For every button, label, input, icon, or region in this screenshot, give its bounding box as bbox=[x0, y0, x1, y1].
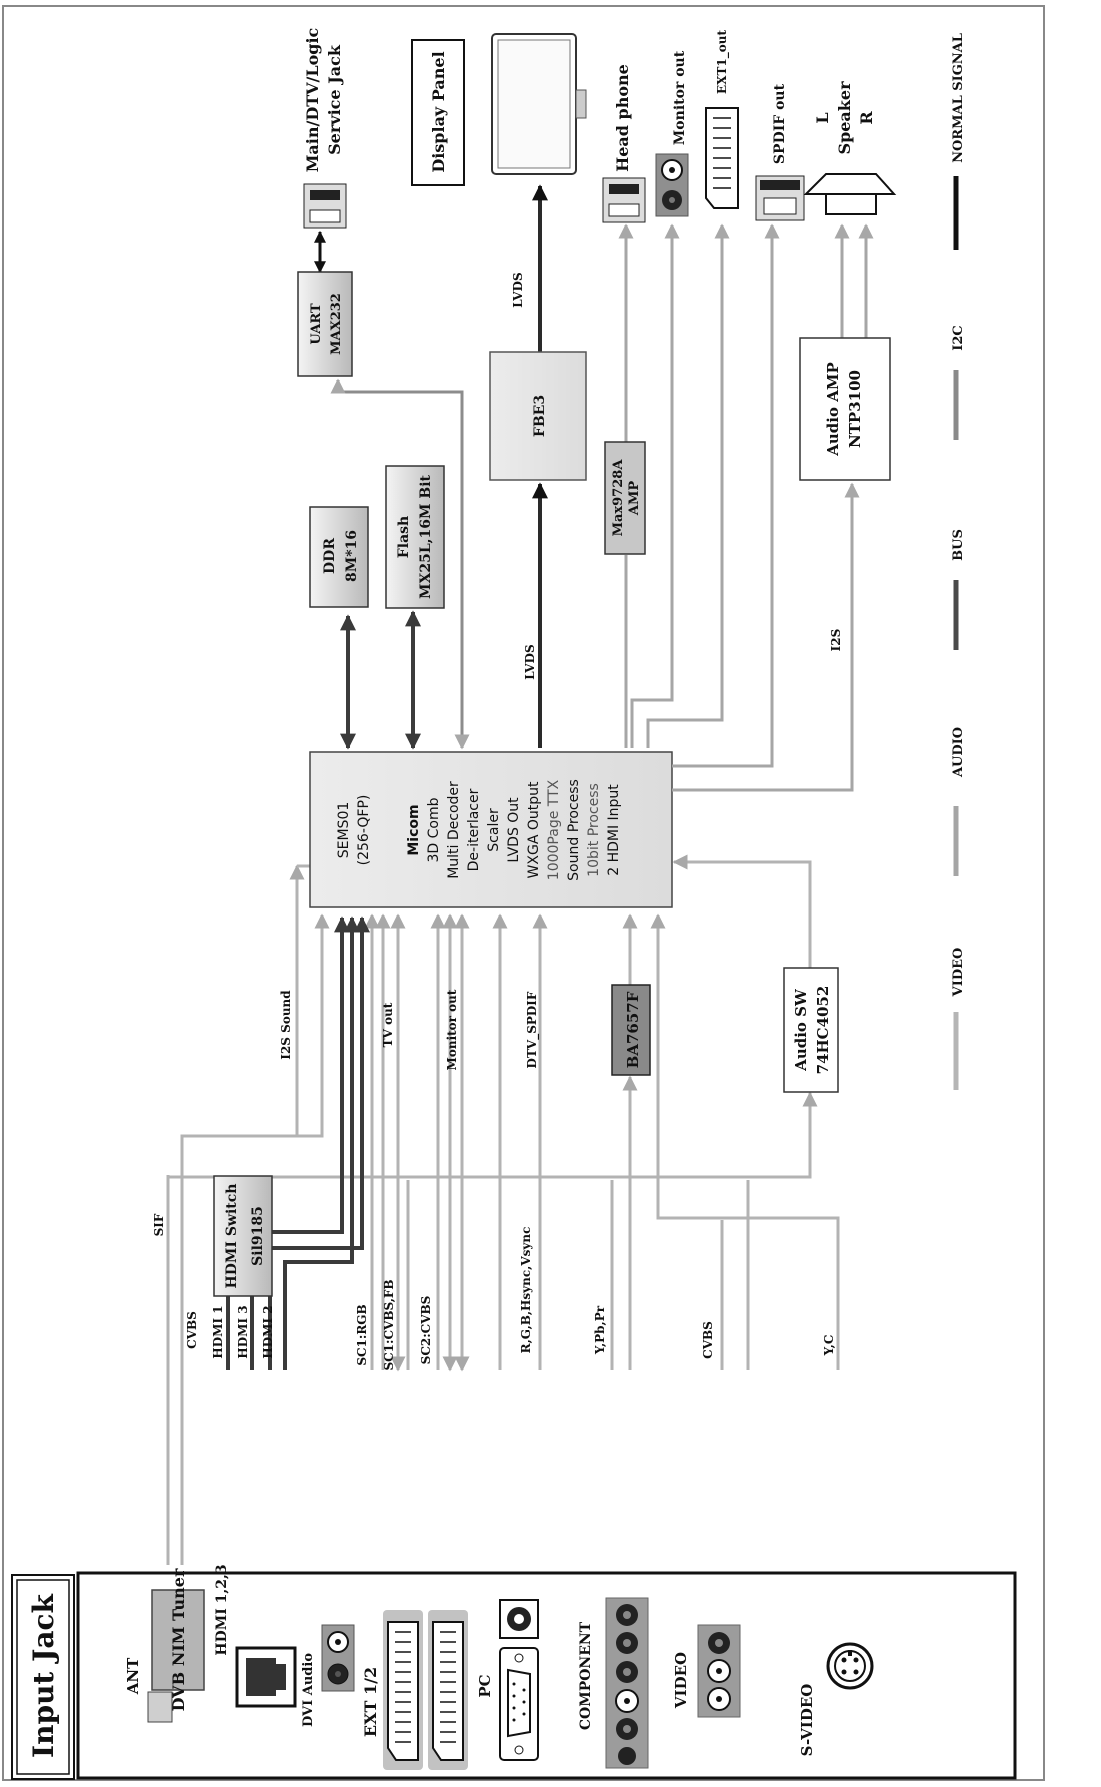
legend-item-audio bbox=[951, 727, 966, 876]
input-jack-title: Input Jack bbox=[27, 1594, 60, 1758]
legend-label-video: VIDEO bbox=[951, 947, 966, 997]
ext-label: EXT 1/2 bbox=[361, 1666, 380, 1738]
ba7657f-label: BA7657F bbox=[624, 991, 642, 1069]
headphone-jack-icon bbox=[603, 178, 645, 222]
hdmi-switch-block bbox=[214, 1176, 272, 1296]
chip-line-10: Sound Process bbox=[566, 779, 582, 881]
chip-line-5: De-iterlacer bbox=[466, 788, 482, 872]
monitor-out-label: Monitor out bbox=[672, 50, 688, 146]
display-panel-label-box bbox=[412, 40, 464, 185]
svideo-port-icon bbox=[828, 1644, 872, 1688]
audio-amp-block bbox=[800, 338, 890, 480]
legend-label-normal: NORMAL SIGNAL bbox=[951, 33, 966, 163]
video-jacks-icon bbox=[698, 1625, 740, 1717]
max9728a-part: AMP bbox=[627, 480, 642, 516]
sc1-rgb-label: SC1:RGB bbox=[355, 1304, 369, 1366]
dvi-audio-jack-icon bbox=[322, 1625, 354, 1691]
chip-line-3: 3D Comb bbox=[426, 797, 442, 863]
audio-switch-title: Audio SW bbox=[792, 989, 810, 1071]
legend bbox=[951, 33, 966, 1090]
legend-item-i2c bbox=[951, 325, 966, 440]
input-jack-panel bbox=[12, 1564, 1015, 1779]
dtv-spdif-label: DTV_SPDIF bbox=[525, 991, 539, 1069]
yc-label: Y,C bbox=[822, 1334, 836, 1356]
chip-line-12: 2 HDMI Input bbox=[606, 784, 622, 876]
hdmi-input-label: HDMI 1,2,3 bbox=[214, 1564, 230, 1656]
tv-out-label: TV out bbox=[381, 1002, 395, 1048]
cvbs-label-1: CVBS bbox=[185, 1311, 199, 1349]
chip-line-8: WXGA Output bbox=[526, 781, 542, 879]
service-jack-label-2: Service Jack bbox=[325, 45, 344, 155]
uart-part: MAX232 bbox=[329, 293, 344, 355]
service-jack-label-1: Main/DTV/Logic bbox=[303, 27, 322, 173]
monitor-out-jack-icon bbox=[656, 154, 688, 216]
spdif-out-jack-icon bbox=[756, 176, 804, 220]
hdmi2-label: HDMI 2 bbox=[261, 1305, 275, 1359]
legend-label-audio: AUDIO bbox=[951, 726, 966, 778]
lvds-label-2: LVDS bbox=[511, 272, 525, 308]
hdmi-port-icon bbox=[237, 1648, 295, 1706]
chip-line-1: (256-QFP) bbox=[356, 794, 372, 866]
main-chip-block bbox=[310, 752, 672, 907]
ba7657f-block bbox=[612, 985, 650, 1075]
chip-line-6: Scaler bbox=[486, 808, 502, 852]
flash-block bbox=[386, 466, 444, 608]
display-panel-icon bbox=[492, 34, 586, 174]
chip-line-2: Micom bbox=[406, 804, 422, 856]
hdmi-switch-part: Sil9185 bbox=[250, 1206, 266, 1266]
pc-audio-jack-icon bbox=[500, 1600, 538, 1638]
audio-amp-title: Audio AMP bbox=[824, 362, 842, 456]
pc-label: PC bbox=[476, 1674, 494, 1698]
vga-port-icon bbox=[500, 1648, 538, 1760]
monitor-out-signal-label: Monitor out bbox=[445, 989, 459, 1071]
i2s-label: I2S bbox=[829, 628, 843, 652]
hdmi1-label: HDMI 1 bbox=[211, 1305, 225, 1359]
ant-label: ANT bbox=[124, 1657, 142, 1695]
component-jacks-icon bbox=[606, 1598, 648, 1768]
rgb-sync-label: R,G,B,Hsync,Vsync bbox=[519, 1226, 533, 1354]
chip-line-9: 1000Page TTX bbox=[546, 779, 562, 881]
legend-item-bus bbox=[951, 529, 966, 650]
ext1-out-label: EXT1_out bbox=[715, 29, 729, 95]
dvi-audio-label: DVI Audio bbox=[301, 1653, 316, 1727]
i2s-sound-label: I2S Sound bbox=[279, 990, 293, 1060]
memory-bus-arrows bbox=[348, 612, 413, 748]
hdmi3-label: HDMI 3 bbox=[236, 1305, 250, 1359]
legend-item-normal-signal bbox=[951, 33, 966, 250]
spdif-out-label: SPDIF out bbox=[772, 83, 788, 165]
legend-label-bus: BUS bbox=[951, 529, 966, 561]
chip-line-11: 10bit Process bbox=[586, 783, 602, 877]
svideo-label: S-VIDEO bbox=[798, 1683, 816, 1757]
legend-item-video bbox=[951, 948, 966, 1090]
flash-part: MX25L,16M Bit bbox=[418, 474, 434, 600]
uart-block bbox=[298, 272, 352, 376]
scart-connector-1-icon bbox=[388, 1622, 418, 1760]
audio-switch-part: 74HC4052 bbox=[814, 985, 832, 1075]
legend-label-i2c: I2C bbox=[951, 325, 966, 351]
display-panel-label: Display Panel bbox=[429, 51, 448, 173]
chip-line-4: Multi Decoder bbox=[446, 781, 462, 879]
ypbpr-label: Y,Pb,Pr bbox=[593, 1305, 607, 1355]
ddr-part: 8M*16 bbox=[344, 529, 360, 583]
tuner-label: DVB NIM Tuner bbox=[169, 1568, 188, 1712]
uart-title: UART bbox=[309, 303, 324, 345]
lvds-label-1: LVDS bbox=[523, 644, 537, 680]
max9728a-title: Max9728A bbox=[611, 459, 626, 537]
audio-switch-block bbox=[784, 968, 838, 1092]
speaker-r-label: R bbox=[857, 111, 876, 125]
fbe3-block bbox=[490, 352, 586, 480]
sc2-cvbs-label: SC2:CVBS bbox=[419, 1295, 433, 1365]
hdmi-bus-lines bbox=[228, 918, 362, 1370]
hdmi-switch-title: HDMI Switch bbox=[224, 1183, 240, 1289]
audio-amp-part: NTP3100 bbox=[846, 370, 864, 448]
headphone-label: Head phone bbox=[613, 64, 632, 172]
cvbs-label-2: CVBS bbox=[701, 1321, 715, 1359]
component-label: COMPONENT bbox=[578, 1621, 594, 1731]
scart-connector-2-icon bbox=[433, 1622, 463, 1760]
fbe3-label: FBE3 bbox=[532, 394, 548, 438]
audio-output-lines bbox=[626, 225, 866, 790]
max9728a-block bbox=[605, 442, 645, 554]
sif-label: SIF bbox=[152, 1213, 166, 1237]
chip-line-7: LVDS Out bbox=[506, 797, 522, 863]
flash-title: Flash bbox=[396, 515, 412, 559]
speaker-icon bbox=[806, 174, 894, 214]
ddr-block bbox=[310, 507, 368, 607]
sc1-cvbs-fb-label: SC1:CVBS,FB bbox=[382, 1279, 396, 1371]
chip-line-0: SEMS01 bbox=[336, 801, 352, 859]
ext1-out-scart-icon bbox=[706, 108, 738, 208]
ddr-title: DDR bbox=[322, 538, 338, 574]
video-input-label: VIDEO bbox=[672, 1651, 690, 1709]
service-jack-icon bbox=[304, 184, 346, 228]
speaker-label: Speaker bbox=[835, 81, 854, 155]
speaker-l-label: L bbox=[813, 112, 832, 124]
